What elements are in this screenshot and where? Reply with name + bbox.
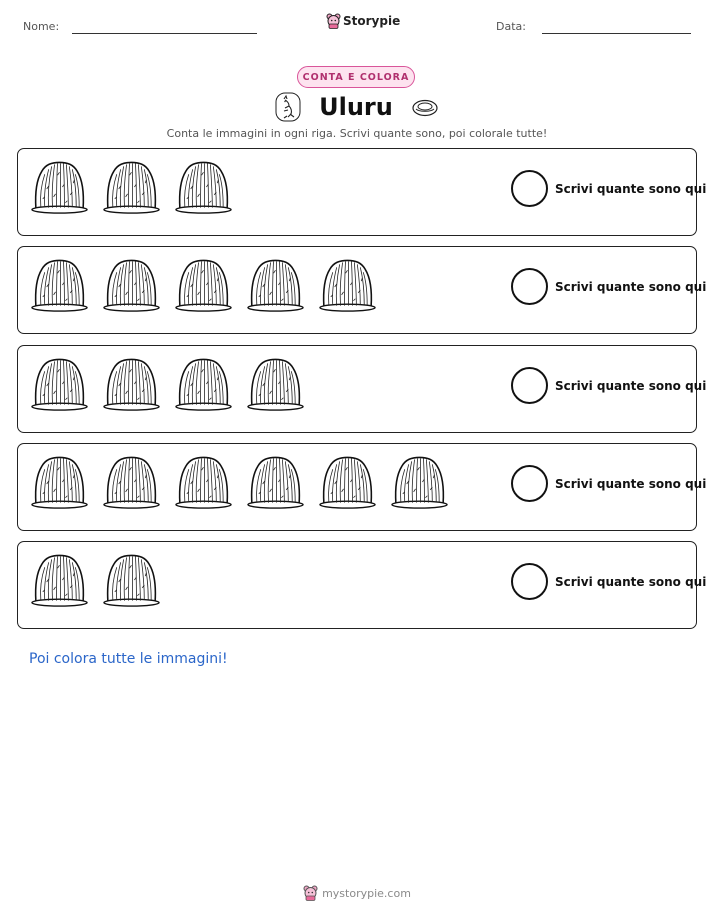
bear-mascot-icon: [326, 13, 341, 29]
uluru-rock-icon: [30, 159, 89, 217]
uluru-rock-icon: [174, 356, 233, 414]
rock-outline-icon: [411, 96, 439, 118]
counting-row: [17, 541, 707, 629]
uluru-rock-icon: [246, 454, 305, 512]
uluru-rock-icon: [30, 454, 89, 512]
answer-circle[interactable]: [511, 563, 548, 600]
answer-label: Scrivi quante sono qui: [555, 575, 707, 589]
uluru-rock-icon: [102, 257, 161, 315]
uluru-rock-icon: [174, 454, 233, 512]
row-images: [30, 552, 161, 620]
counting-row: [17, 345, 707, 433]
uluru-rock-icon: [102, 552, 161, 610]
uluru-rock-icon: [174, 159, 233, 217]
answer-label: Scrivi quante sono qui: [555, 280, 707, 294]
date-write-line[interactable]: [542, 33, 691, 34]
page-title: Uluru: [319, 93, 393, 121]
uluru-rock-icon: [30, 356, 89, 414]
row-images: [30, 257, 377, 325]
uluru-rock-icon: [318, 454, 377, 512]
uluru-rock-icon: [30, 552, 89, 610]
uluru-rock-icon: [318, 257, 377, 315]
storypie-logo: [326, 13, 400, 29]
uluru-rock-icon: [102, 356, 161, 414]
row-images: [30, 159, 233, 227]
page-header: [0, 0, 714, 50]
row-images: [30, 356, 305, 424]
answer-circle[interactable]: [511, 170, 548, 207]
answer-circle[interactable]: [511, 367, 548, 404]
uluru-rock-icon: [102, 159, 161, 217]
date-label: Data:: [496, 20, 526, 33]
logo-text: Storypie: [343, 14, 401, 28]
uluru-rock-icon: [174, 257, 233, 315]
uluru-rock-icon: [246, 257, 305, 315]
uluru-rock-icon: [30, 257, 89, 315]
title-row: [0, 90, 714, 124]
activity-badge: CONTA E COLORA: [297, 66, 415, 88]
row-images: [30, 454, 449, 522]
uluru-rock-icon: [246, 356, 305, 414]
uluru-rock-icon: [390, 454, 449, 512]
answer-label: Scrivi quante sono qui: [555, 477, 707, 491]
kangaroo-icon: [275, 92, 301, 122]
counting-row: [17, 443, 707, 531]
footer-note: Poi colora tutte le immagini!: [29, 651, 228, 667]
instructions-text: Conta le immagini in ogni riga. Scrivi quante sono, poi colorale tutte!: [166, 127, 548, 140]
name-label: Nome:: [23, 20, 60, 33]
uluru-rock-icon: [102, 454, 161, 512]
counting-row: [17, 148, 707, 236]
answer-circle[interactable]: [511, 465, 548, 502]
page-footer: [0, 885, 714, 901]
footer-site: mystorypie.com: [322, 886, 411, 900]
name-write-line[interactable]: [72, 33, 257, 34]
answer-circle[interactable]: [511, 268, 548, 305]
answer-label: Scrivi quante sono qui: [555, 379, 707, 393]
bear-mascot-icon: [303, 885, 318, 901]
counting-row: [17, 246, 707, 334]
answer-label: Scrivi quante sono qui: [555, 182, 707, 196]
